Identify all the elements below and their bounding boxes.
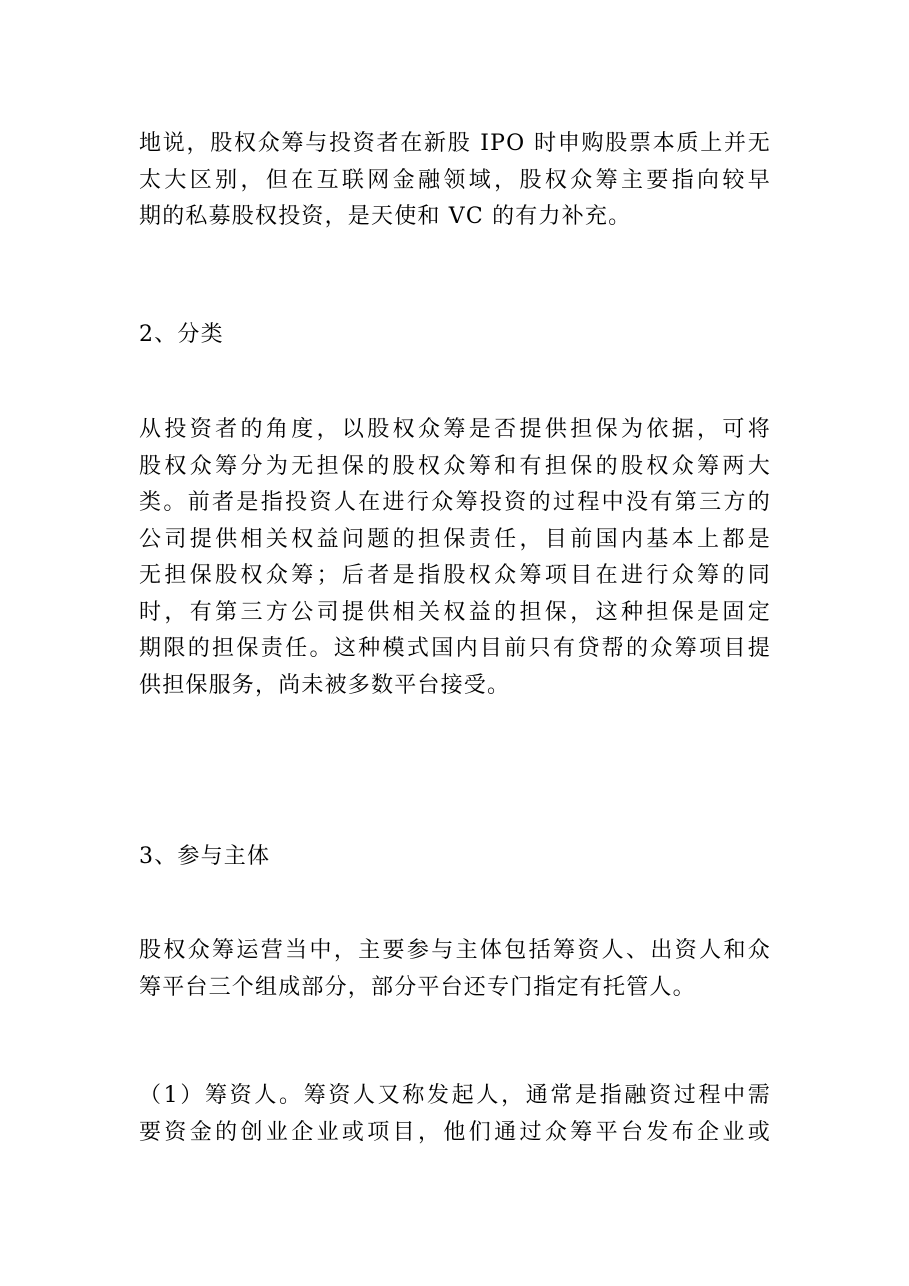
paragraph-intro-continued (139, 126, 771, 236)
text-line: 类。前者是指投资人在进行众筹投资的过程中没有第三方的 (139, 490, 771, 515)
text-line: 从投资者的角度，以股权众筹是否提供担保为依据，可将 (139, 417, 771, 442)
text-line: 筹平台三个组成部分，部分平台还专门指定有托管人。 (139, 974, 696, 1000)
paragraph-classification (139, 412, 771, 704)
section-heading-classification: 2、分类 (139, 322, 224, 347)
text-line: 期的私募股权投资，是天使和 VC 的有力补充。 (139, 204, 632, 229)
text-line: 供担保服务，尚未被多数平台接受。 (139, 672, 511, 698)
section-heading-participants: 3、参与主体 (139, 844, 271, 869)
text-line: 期限的担保责任。这种模式国内目前只有贷帮的众筹项目提 (139, 636, 771, 661)
text-line: 无担保股权众筹；后者是指股权众筹项目在进行众筹的同 (139, 563, 771, 588)
text-line: 太大区别，但在互联网金融领域，股权众筹主要指向较早 (139, 167, 771, 193)
text-line: 股权众筹分为无担保的股权众筹和有担保的股权众筹两大 (139, 453, 771, 479)
text-line: 时，有第三方公司提供相关权益的担保，这种担保是固定 (139, 599, 771, 625)
text-line: 公司提供相关权益问题的担保责任，目前国内基本上都是 (139, 526, 771, 552)
text-line: 要资金的创业企业或项目，他们通过众筹平台发布企业或 (139, 1119, 771, 1145)
text-line: 股权众筹运营当中，主要参与主体包括筹资人、出资人和众 (139, 938, 771, 963)
paragraph-fundraiser (139, 1078, 771, 1151)
paragraph-participants (139, 933, 771, 1006)
text-line: （1）筹资人。筹资人又称发起人，通常是指融资过程中需 (139, 1083, 771, 1108)
text-line: 地说，股权众筹与投资者在新股 IPO 时申购股票本质上并无 (139, 131, 771, 156)
